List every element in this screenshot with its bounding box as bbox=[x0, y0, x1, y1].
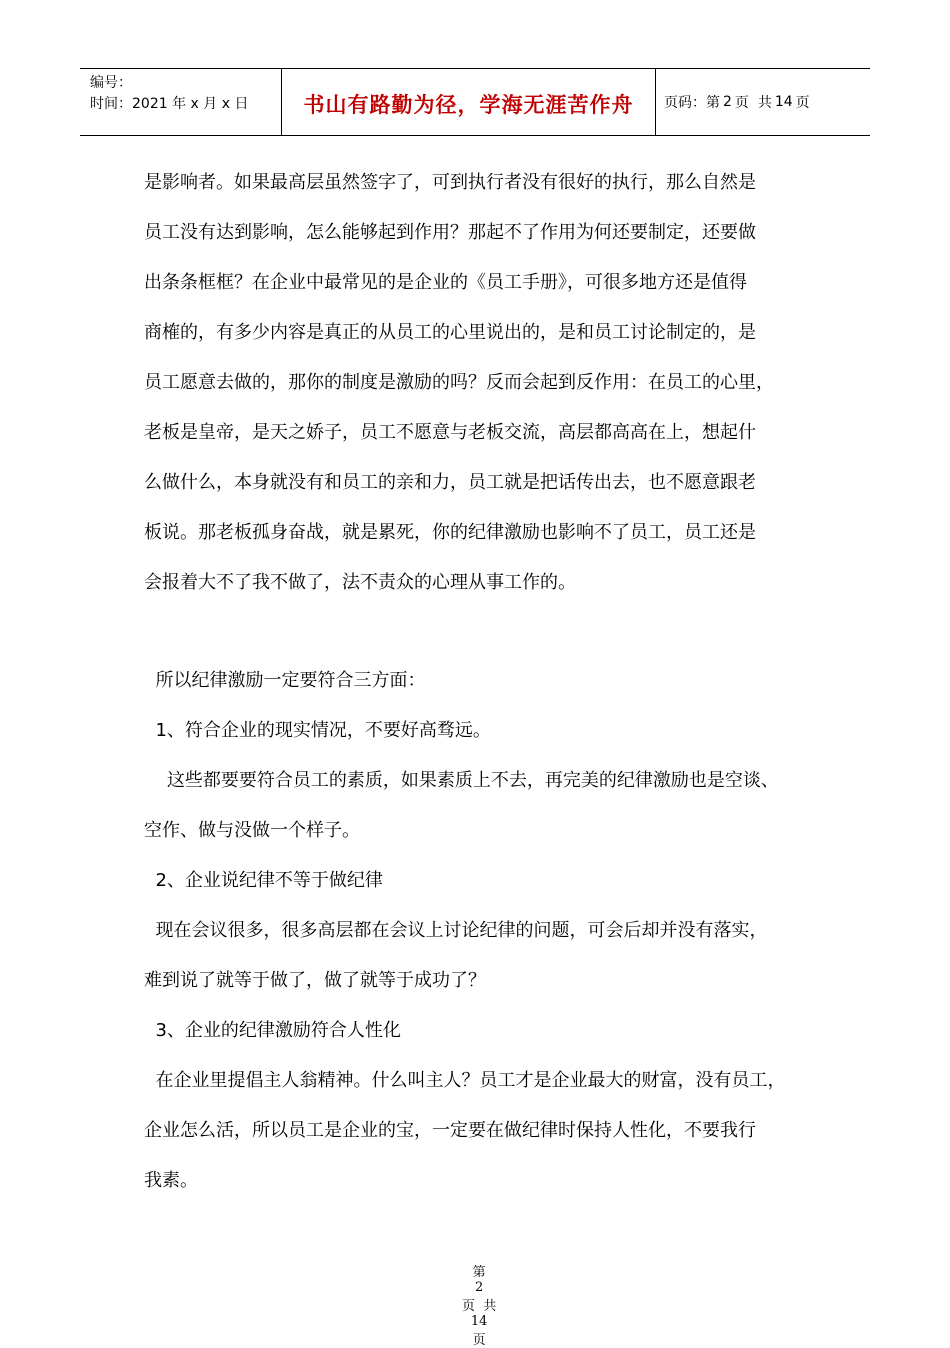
body-line: 么做什么，本身就没有和员工的亲和力，员工就是把话传出去，也不愿意跟老 bbox=[144, 472, 756, 493]
motto-text: 书山有路勤为径，学海无涯苦作舟 bbox=[303, 92, 634, 117]
page-info-prefix: 页码：第 bbox=[664, 95, 720, 111]
body-line: 商榷的，有多少内容是真正的从员工的心里说出的，是和员工讨论制定的，是 bbox=[144, 322, 756, 343]
header-meta-cell bbox=[80, 69, 282, 135]
header-motto-cell bbox=[282, 69, 656, 135]
page-info-mid: 页 共 bbox=[734, 95, 772, 111]
body-line: 空作、做与没做一个样子。 bbox=[144, 820, 360, 841]
page-info-suffix: 页 bbox=[795, 95, 810, 111]
body-line: 是影响者。如果最高层虽然签字了，可到执行者没有很好的执行，那么自然是 bbox=[144, 172, 756, 193]
body-line: 出条条框框？在企业中最常见的是企业的《员工手册》，可很多地方还是值得 bbox=[144, 272, 747, 293]
body-line: 员工愿意去做的，那你的制度是激励的吗？反而会起到反作用：在员工的心里， bbox=[144, 372, 774, 393]
body-line: 企业怎么活，所以员工是企业的宝，一定要在做纪律时保持人性化，不要我行 bbox=[144, 1120, 756, 1141]
footer-current-page: 2 bbox=[474, 1280, 484, 1295]
serial-number-label: 编号： bbox=[90, 75, 132, 91]
document-body bbox=[144, 165, 834, 1213]
paragraph-block-b bbox=[144, 663, 834, 1213]
paragraph-gap bbox=[144, 615, 834, 663]
footer-prefix: 第 bbox=[472, 1265, 486, 1280]
body-line: 在企业里提倡主人翁精神。什么叫主人？员工才是企业最大的财富，没有员工， bbox=[144, 1070, 786, 1091]
list-item-heading: 1、符合企业的现实情况，不要好高骛远。 bbox=[144, 720, 491, 741]
body-line: 员工没有达到影响，怎么能够起到作用？那起不了作用为何还要制定，还要做 bbox=[144, 222, 756, 243]
header-table bbox=[80, 68, 870, 136]
page-info-current: 2 bbox=[723, 94, 732, 110]
section-intro: 所以纪律激励一定要符合三方面： bbox=[144, 670, 426, 691]
body-line: 难到说了就等于做了，做了就等于成功了？ bbox=[144, 970, 486, 991]
page-info-total: 14 bbox=[774, 94, 793, 110]
body-line: 老板是皇帝，是天之娇子，员工不愿意与老板交流，高层都高高在上，想起什 bbox=[144, 422, 756, 443]
body-line: 这些都要要符合员工的素质，如果素质上不去，再完美的纪律激励也是空谈、 bbox=[144, 770, 779, 791]
footer-suffix: 页 bbox=[472, 1333, 486, 1348]
header-page-info-cell bbox=[656, 69, 870, 135]
paragraph-block-a bbox=[144, 165, 834, 615]
date-label: 时间：2021 年 x 月 x 日 bbox=[90, 96, 249, 112]
page-footer bbox=[0, 1246, 950, 1348]
body-line: 我素。 bbox=[144, 1170, 198, 1191]
list-item-heading: 3、企业的纪律激励符合人性化 bbox=[144, 1020, 401, 1041]
body-line: 会报着大不了我不做了，法不责众的心理从事工作的。 bbox=[144, 572, 576, 593]
body-line: 板说。那老板孤身奋战，就是累死，你的纪律激励也影响不了员工，员工还是 bbox=[144, 522, 756, 543]
footer-total-pages: 14 bbox=[470, 1314, 488, 1329]
body-line: 现在会议很多，很多高层都在会议上讨论纪律的问题，可会后却并没有落实， bbox=[144, 920, 768, 941]
list-item-heading: 2、企业说纪律不等于做纪律 bbox=[144, 870, 383, 891]
footer-mid: 页 共 bbox=[462, 1299, 497, 1314]
